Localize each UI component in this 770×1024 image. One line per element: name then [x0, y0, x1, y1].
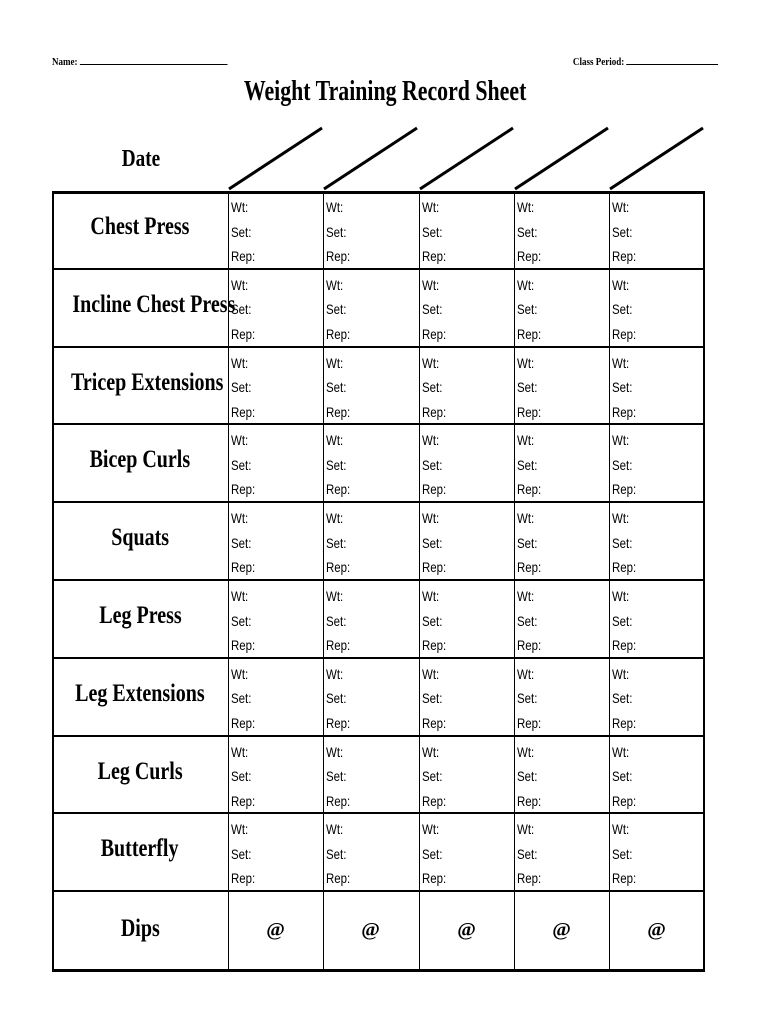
- cell-wt-label: Wt:: [517, 354, 535, 371]
- cell-rep-label: Rep:: [422, 637, 447, 653]
- record-cell[interactable]: [231, 195, 261, 269]
- cell-wt-label: Wt:: [612, 199, 630, 215]
- cell-wt-label: Wt:: [422, 432, 440, 449]
- exercise-name: Bicep Curls: [89, 446, 191, 474]
- date-slash-4: [515, 128, 608, 189]
- class-period-label: Class Period:: [572, 56, 624, 68]
- cell-set-label: Set:: [231, 223, 252, 240]
- table-row-divider: [52, 501, 705, 503]
- record-cell[interactable]: [422, 817, 452, 891]
- cell-rep-label: Rep:: [422, 792, 447, 809]
- exercise-label: [52, 290, 236, 319]
- record-cell[interactable]: [231, 662, 261, 736]
- cell-wt-label: Wt:: [231, 665, 249, 682]
- record-cell[interactable]: [422, 273, 452, 347]
- cell-wt-label: Wt:: [517, 199, 535, 215]
- cell-wt-label: Wt:: [231, 276, 249, 293]
- cell-wt-label: Wt:: [612, 743, 630, 760]
- cell-wt-label: Wt:: [231, 354, 249, 371]
- table-row-divider: [52, 191, 705, 194]
- cell-rep-label: Rep:: [422, 403, 447, 420]
- record-cell[interactable]: [612, 506, 642, 580]
- cell-wt-label: Wt:: [326, 588, 344, 604]
- cell-set-label: Set:: [517, 768, 538, 785]
- cell-set-label: Set:: [422, 612, 443, 629]
- cell-rep-label: Rep:: [517, 481, 542, 498]
- date-slash-3: [420, 128, 513, 189]
- record-cell[interactable]: [517, 584, 547, 658]
- cell-wt-label: Wt:: [612, 276, 630, 293]
- table-column-divider: [419, 191, 420, 972]
- exercise-name: Butterfly: [101, 835, 179, 863]
- cell-set-label: Set:: [231, 379, 252, 396]
- cell-rep-label: Rep:: [612, 403, 637, 420]
- record-cell[interactable]: [231, 740, 261, 814]
- table-column-divider: [323, 191, 324, 972]
- cell-rep-label: Rep:: [422, 559, 447, 576]
- exercise-name: Incline Chest Press: [72, 290, 236, 318]
- exercise-label: [52, 758, 228, 786]
- exercise-name: Tricep Extensions: [71, 368, 224, 396]
- cell-rep-label: Rep:: [231, 870, 256, 887]
- table-row-divider: [52, 268, 705, 270]
- cell-set-label: Set:: [517, 534, 538, 551]
- cell-wt-label: Wt:: [326, 743, 344, 760]
- exercise-name: Leg Extensions: [75, 679, 205, 707]
- cell-wt-label: Wt:: [612, 588, 630, 604]
- record-cell[interactable]: [326, 740, 356, 814]
- cell-set-label: Set:: [422, 379, 443, 396]
- table-row-divider: [52, 969, 705, 972]
- cell-rep-label: Rep:: [326, 714, 351, 731]
- cell-wt-label: Wt:: [422, 665, 440, 682]
- record-cell[interactable]: [612, 662, 642, 736]
- cell-wt-label: Wt:: [517, 276, 535, 293]
- record-cell[interactable]: [612, 817, 642, 891]
- page-title: Weight Training Record Sheet: [243, 76, 527, 107]
- exercise-name: Squats: [111, 524, 169, 552]
- cell-rep-label: Rep:: [517, 248, 542, 264]
- record-cell[interactable]: [517, 428, 547, 502]
- record-cell[interactable]: [231, 817, 261, 891]
- dips-record-cell[interactable]: @: [361, 919, 380, 942]
- record-cell[interactable]: [422, 506, 452, 580]
- record-cell[interactable]: [612, 584, 642, 658]
- record-cell[interactable]: [326, 506, 356, 580]
- record-cell[interactable]: [326, 584, 356, 658]
- record-cell[interactable]: [612, 428, 642, 502]
- cell-set-label: Set:: [422, 845, 443, 862]
- exercise-name: Leg Curls: [97, 757, 183, 785]
- cell-set-label: Set:: [612, 379, 633, 396]
- cell-set-label: Set:: [612, 534, 633, 551]
- record-cell[interactable]: [326, 195, 356, 269]
- cell-wt-label: Wt:: [422, 743, 440, 760]
- table-row-divider: [52, 890, 705, 892]
- record-cell[interactable]: [422, 740, 452, 814]
- cell-rep-label: Rep:: [612, 481, 637, 498]
- cell-rep-label: Rep:: [612, 637, 637, 653]
- date-slash-2: [324, 128, 417, 189]
- dips-record-cell[interactable]: @: [457, 919, 476, 942]
- cell-set-label: Set:: [231, 456, 252, 473]
- record-cell[interactable]: [612, 273, 642, 347]
- name-label: Name:: [52, 56, 78, 68]
- cell-wt-label: Wt:: [422, 588, 440, 604]
- record-cell[interactable]: [231, 273, 261, 347]
- cell-wt-label: Wt:: [422, 354, 440, 371]
- exercise-label: [52, 602, 228, 630]
- cell-set-label: Set:: [517, 845, 538, 862]
- cell-wt-label: Wt:: [612, 510, 630, 527]
- record-cell[interactable]: [612, 351, 642, 425]
- cell-rep-label: Rep:: [231, 325, 256, 342]
- cell-rep-label: Rep:: [231, 403, 256, 420]
- cell-set-label: Set:: [422, 534, 443, 551]
- record-cell[interactable]: [517, 662, 547, 736]
- cell-set-label: Set:: [612, 690, 633, 707]
- record-cell[interactable]: [517, 740, 547, 814]
- cell-rep-label: Rep:: [326, 559, 351, 576]
- record-table: [52, 191, 705, 972]
- cell-set-label: Set:: [231, 768, 252, 785]
- cell-wt-label: Wt:: [612, 432, 630, 449]
- cell-wt-label: Wt:: [422, 199, 440, 215]
- record-cell[interactable]: [326, 351, 356, 425]
- cell-set-label: Set:: [231, 845, 252, 862]
- date-slash-5: [610, 128, 703, 189]
- cell-wt-label: Wt:: [326, 821, 344, 838]
- cell-set-label: Set:: [422, 223, 443, 240]
- cell-wt-label: Wt:: [326, 665, 344, 682]
- cell-wt-label: Wt:: [612, 354, 630, 371]
- cell-wt-label: Wt:: [231, 510, 249, 527]
- cell-rep-label: Rep:: [612, 714, 637, 731]
- cell-set-label: Set:: [326, 534, 347, 551]
- record-cell[interactable]: [422, 351, 452, 425]
- cell-set-label: Set:: [517, 301, 538, 318]
- cell-rep-label: Rep:: [326, 403, 351, 420]
- cell-rep-label: Rep:: [326, 481, 351, 498]
- cell-rep-label: Rep:: [517, 403, 542, 420]
- cell-wt-label: Wt:: [612, 821, 630, 838]
- cell-set-label: Set:: [612, 768, 633, 785]
- exercise-label: [52, 446, 228, 474]
- record-cell[interactable]: [326, 662, 356, 736]
- cell-set-label: Set:: [422, 690, 443, 707]
- cell-rep-label: Rep:: [422, 714, 447, 731]
- record-cell[interactable]: [231, 506, 261, 580]
- exercise-label: [52, 680, 228, 708]
- cell-rep-label: Rep:: [326, 248, 351, 264]
- cell-rep-label: Rep:: [422, 870, 447, 887]
- record-cell[interactable]: [612, 195, 642, 269]
- record-cell[interactable]: [517, 506, 547, 580]
- cell-wt-label: Wt:: [326, 432, 344, 449]
- cell-wt-label: Wt:: [231, 199, 249, 215]
- cell-rep-label: Rep:: [231, 637, 256, 653]
- exercise-label-dips: [52, 915, 228, 943]
- cell-wt-label: Wt:: [231, 432, 249, 449]
- exercise-label: [52, 835, 228, 863]
- cell-set-label: Set:: [517, 223, 538, 240]
- cell-wt-label: Wt:: [517, 743, 535, 760]
- cell-rep-label: Rep:: [612, 559, 637, 576]
- cell-set-label: Set:: [326, 223, 347, 240]
- cell-wt-label: Wt:: [326, 354, 344, 371]
- cell-rep-label: Rep:: [326, 792, 351, 809]
- cell-wt-label: Wt:: [517, 665, 535, 682]
- record-cell[interactable]: [231, 584, 261, 658]
- cell-wt-label: Wt:: [422, 821, 440, 838]
- table-row-divider: [52, 812, 705, 814]
- record-cell[interactable]: [517, 195, 547, 269]
- cell-wt-label: Wt:: [517, 510, 535, 527]
- cell-set-label: Set:: [612, 845, 633, 862]
- table-column-divider: [609, 191, 610, 972]
- table-row-divider: [52, 657, 705, 659]
- cell-rep-label: Rep:: [517, 714, 542, 731]
- cell-rep-label: Rep:: [231, 792, 256, 809]
- cell-set-label: Set:: [612, 301, 633, 318]
- record-cell[interactable]: [422, 662, 452, 736]
- record-cell[interactable]: [326, 273, 356, 347]
- cell-rep-label: Rep:: [612, 792, 637, 809]
- table-row-divider: [52, 735, 705, 737]
- record-cell[interactable]: [326, 817, 356, 891]
- cell-wt-label: Wt:: [517, 432, 535, 449]
- exercise-name: Dips: [120, 915, 160, 943]
- cell-set-label: Set:: [422, 768, 443, 785]
- cell-rep-label: Rep:: [326, 870, 351, 887]
- cell-rep-label: Rep:: [231, 248, 256, 264]
- cell-rep-label: Rep:: [422, 481, 447, 498]
- cell-rep-label: Rep:: [326, 637, 351, 653]
- cell-set-label: Set:: [326, 456, 347, 473]
- record-cell[interactable]: [231, 428, 261, 502]
- record-cell[interactable]: [612, 740, 642, 814]
- record-cell[interactable]: [422, 195, 452, 269]
- exercise-label: [52, 524, 228, 552]
- record-cell[interactable]: [517, 273, 547, 347]
- cell-rep-label: Rep:: [422, 248, 447, 264]
- cell-rep-label: Rep:: [517, 325, 542, 342]
- dips-record-cell[interactable]: @: [266, 919, 285, 942]
- cell-rep-label: Rep:: [326, 325, 351, 342]
- record-cell[interactable]: [326, 428, 356, 502]
- cell-set-label: Set:: [517, 456, 538, 473]
- cell-set-label: Set:: [422, 301, 443, 318]
- cell-wt-label: Wt:: [517, 821, 535, 838]
- cell-set-label: Set:: [326, 845, 347, 862]
- cell-set-label: Set:: [326, 379, 347, 396]
- record-cell[interactable]: [422, 428, 452, 502]
- cell-rep-label: Rep:: [612, 325, 637, 342]
- table-row-divider: [52, 579, 705, 581]
- record-cell[interactable]: [517, 351, 547, 425]
- cell-rep-label: Rep:: [517, 792, 542, 809]
- table-row-divider: [52, 423, 705, 425]
- cell-rep-label: Rep:: [612, 248, 637, 264]
- cell-rep-label: Rep:: [517, 559, 542, 576]
- cell-rep-label: Rep:: [517, 637, 542, 653]
- cell-rep-label: Rep:: [612, 870, 637, 887]
- exercise-name: Leg Press: [98, 602, 182, 629]
- cell-wt-label: Wt:: [231, 821, 249, 838]
- exercise-name: Chest Press: [90, 213, 190, 240]
- cell-set-label: Set:: [326, 690, 347, 707]
- cell-set-label: Set:: [326, 301, 347, 318]
- cell-wt-label: Wt:: [326, 510, 344, 527]
- cell-rep-label: Rep:: [231, 714, 256, 731]
- cell-set-label: Set:: [517, 612, 538, 629]
- cell-wt-label: Wt:: [326, 199, 344, 215]
- exercise-label: [52, 213, 228, 241]
- date-label: Date: [121, 146, 160, 172]
- exercise-label: [52, 369, 228, 397]
- cell-rep-label: Rep:: [231, 481, 256, 498]
- cell-wt-label: Wt:: [612, 665, 630, 682]
- dips-record-cell[interactable]: @: [647, 919, 666, 942]
- cell-rep-label: Rep:: [231, 559, 256, 576]
- date-slash-lines: [0, 0, 770, 200]
- cell-set-label: Set:: [422, 456, 443, 473]
- cell-wt-label: Wt:: [326, 276, 344, 293]
- dips-record-cell[interactable]: @: [552, 919, 571, 942]
- record-cell[interactable]: [422, 584, 452, 658]
- cell-wt-label: Wt:: [231, 743, 249, 760]
- cell-set-label: Set:: [326, 768, 347, 785]
- cell-set-label: Set:: [231, 612, 252, 629]
- cell-set-label: Set:: [517, 690, 538, 707]
- cell-set-label: Set:: [517, 379, 538, 396]
- record-cell[interactable]: [231, 351, 261, 425]
- cell-rep-label: Rep:: [517, 870, 542, 887]
- cell-set-label: Set:: [612, 612, 633, 629]
- cell-set-label: Set:: [612, 223, 633, 240]
- date-slash-1: [229, 128, 322, 189]
- cell-rep-label: Rep:: [422, 325, 447, 342]
- cell-wt-label: Wt:: [422, 510, 440, 527]
- cell-wt-label: Wt:: [422, 276, 440, 293]
- record-cell[interactable]: [517, 817, 547, 891]
- cell-wt-label: Wt:: [231, 588, 249, 604]
- cell-set-label: Set:: [231, 690, 252, 707]
- cell-set-label: Set:: [326, 612, 347, 629]
- table-row-divider: [52, 346, 705, 348]
- table-column-divider: [703, 191, 705, 972]
- cell-wt-label: Wt:: [517, 588, 535, 604]
- cell-set-label: Set:: [231, 301, 252, 318]
- table-column-divider: [514, 191, 515, 972]
- cell-set-label: Set:: [231, 534, 252, 551]
- cell-set-label: Set:: [612, 456, 633, 473]
